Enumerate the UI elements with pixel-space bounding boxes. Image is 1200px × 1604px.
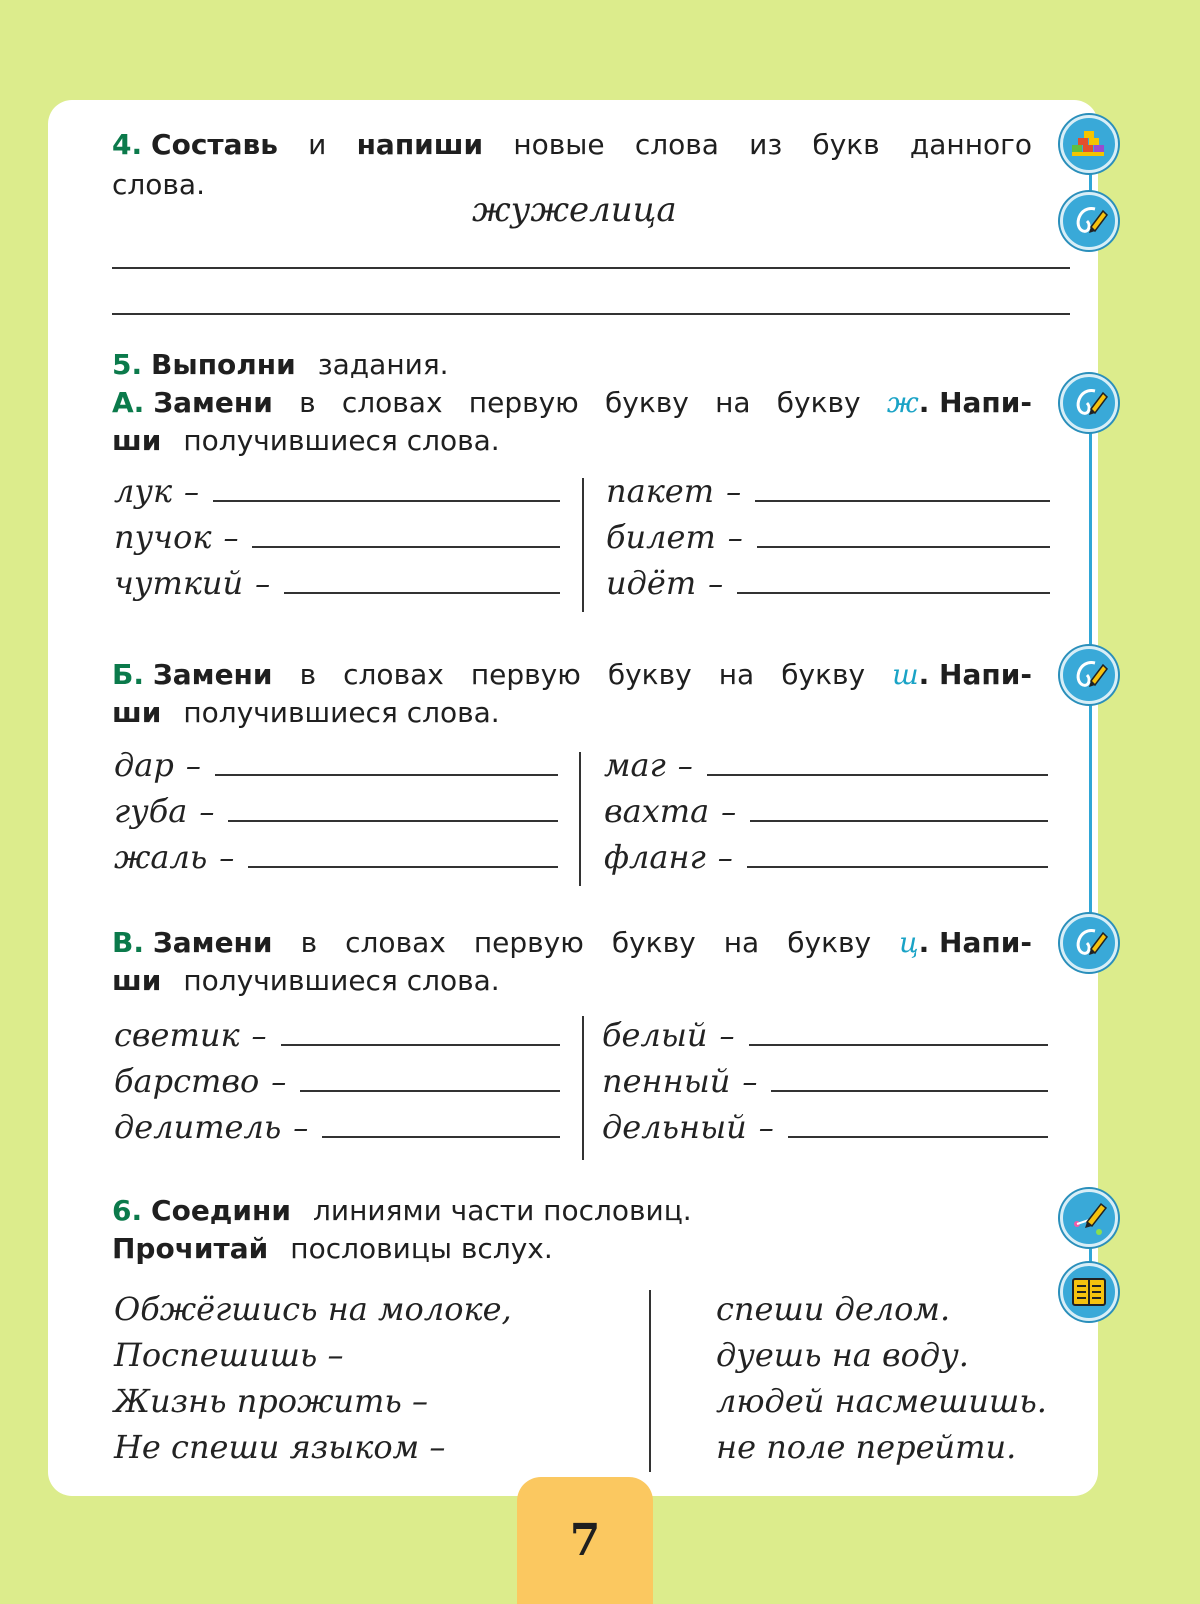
partV-word: в [300, 926, 318, 959]
dash: – [719, 1019, 735, 1054]
answer-blank[interactable] [750, 820, 1048, 822]
partB-word: словах [343, 658, 444, 691]
answer-blank[interactable] [213, 500, 560, 502]
exercise-row [604, 746, 1048, 784]
exercise-word: губа [114, 792, 188, 830]
task6-number: 6. [112, 1194, 143, 1227]
answer-blank[interactable] [707, 774, 1048, 776]
answer-blank[interactable] [788, 1136, 1048, 1138]
partB-write-verb-end: ши [112, 696, 162, 729]
dash: – [271, 1065, 287, 1100]
proverb-end[interactable]: людей насмешишь. [716, 1382, 1047, 1420]
exercise-word: чуткий [114, 564, 244, 602]
partV-target-letter: ц [899, 926, 919, 959]
proverb-end[interactable]: спеши делом. [716, 1290, 951, 1328]
exercise-word: билет [606, 518, 716, 556]
pencil-write-icon [1060, 914, 1118, 972]
task4-word: из [749, 128, 783, 161]
partV-word: букву [611, 926, 696, 959]
exercise-row [604, 792, 1048, 830]
pencil-write-icon [1060, 646, 1118, 704]
task4-word: слова. [112, 168, 205, 201]
dash: – [677, 749, 693, 784]
partB-word: букву [781, 658, 866, 691]
exercise-word: вахта [604, 792, 710, 830]
task4-answer-line[interactable] [112, 267, 1070, 269]
partV-write-verb-end: ши [112, 964, 162, 997]
dash: – [255, 567, 271, 602]
exercise-word: светик [114, 1016, 240, 1054]
dash: – [199, 795, 215, 830]
answer-blank[interactable] [248, 866, 558, 868]
exercise-row [602, 1062, 1048, 1100]
dash: – [717, 841, 733, 876]
task6-rest: линиями части пословиц. [313, 1194, 692, 1227]
proverb-start[interactable]: Не спеши языком – [114, 1428, 446, 1466]
exercise-word: маг [604, 746, 666, 784]
partV-instruction-line1 [112, 924, 1032, 962]
task4-given-word: жужелица [472, 190, 677, 230]
exercise-word: делитель [114, 1108, 282, 1146]
partB-instruction-line1 [112, 656, 1032, 694]
dash: – [721, 795, 737, 830]
partB-word: в [299, 658, 317, 691]
dash: – [708, 567, 724, 602]
partV-word: букву [787, 926, 872, 959]
exercise-row [114, 838, 558, 876]
partV-word: на [723, 926, 760, 959]
answer-blank[interactable] [755, 500, 1050, 502]
exercise-word: фланг [604, 838, 706, 876]
partA-rest: получившиеся слова. [183, 424, 500, 457]
exercise-word: пакет [606, 472, 715, 510]
exercise-word: дельный [602, 1108, 747, 1146]
partV-verb: Замени [152, 926, 273, 959]
answer-blank[interactable] [757, 546, 1050, 548]
partB-verb: Замени [152, 658, 273, 691]
exercise-row [114, 746, 558, 784]
task6-verb-read: Прочитай [112, 1232, 269, 1265]
task4-word: букв [812, 128, 880, 161]
exercise-row [114, 1108, 560, 1146]
partA-word: словах [341, 386, 443, 419]
answer-blank[interactable] [749, 1044, 1048, 1046]
partB-letter: Б. [112, 658, 144, 691]
dash: – [758, 1111, 774, 1146]
answer-blank[interactable] [737, 592, 1050, 594]
task6-verb-connect: Соедини [151, 1194, 292, 1227]
exercise-word: пенный [602, 1062, 731, 1100]
page-number: 7 [517, 1477, 653, 1604]
exercise-row [114, 792, 558, 830]
answer-blank[interactable] [747, 866, 1048, 868]
partV-rest: получившиеся слова. [183, 964, 500, 997]
partA-target-letter: ж [886, 386, 919, 419]
answer-blank[interactable] [322, 1136, 560, 1138]
book-read-icon [1060, 1263, 1118, 1321]
partA-word: в [299, 386, 316, 419]
dash: – [251, 1019, 267, 1054]
answer-blank[interactable] [228, 820, 558, 822]
task4-word: новые [513, 128, 605, 161]
exercise-word: белый [602, 1016, 708, 1054]
exercise-row [114, 564, 560, 602]
pencil-connect-icon [1060, 1189, 1118, 1247]
proverb-end[interactable]: дуешь на воду. [716, 1336, 969, 1374]
building-blocks-icon [1060, 115, 1118, 173]
answer-blank[interactable] [252, 546, 560, 548]
dash: – [726, 475, 742, 510]
task5-verb: Выполни [151, 348, 296, 381]
exercise-word: лук [114, 472, 173, 510]
task4-word: слова [634, 128, 719, 161]
task6-rest: пословицы вслух. [290, 1232, 553, 1265]
partB-target-letter: ш [892, 658, 919, 691]
exercise-row [114, 472, 560, 510]
answer-blank[interactable] [771, 1090, 1048, 1092]
task5-rest: задания. [317, 348, 449, 381]
task6-instruction-line2 [112, 1230, 1032, 1268]
task4-verb-compose: Составь [151, 128, 278, 161]
partB-instruction-line2 [112, 694, 1032, 732]
exercise-word: барство [114, 1062, 260, 1100]
exercise-word: идёт [606, 564, 697, 602]
column-divider [649, 1290, 651, 1472]
partA-word: на [715, 386, 751, 419]
partA-instruction-line2 [112, 422, 1032, 460]
partA-letter: А. [112, 386, 145, 419]
answer-blank[interactable] [300, 1090, 560, 1092]
exercise-word: дар [114, 746, 174, 784]
column-divider [582, 1016, 584, 1160]
column-divider [582, 478, 584, 612]
exercise-row [602, 1016, 1048, 1054]
task4-number: 4. [112, 128, 143, 161]
partA-word: первую [468, 386, 579, 419]
proverb-end[interactable]: не поле перейти. [716, 1428, 1017, 1466]
task4-instruction-line1 [112, 126, 1032, 164]
partV-word: первую [473, 926, 584, 959]
dash: – [293, 1111, 309, 1146]
exercise-word: пучок [114, 518, 212, 556]
answer-blank[interactable] [281, 1044, 560, 1046]
exercise-word: жаль [114, 838, 208, 876]
partV-letter: В. [112, 926, 144, 959]
partA-write-verb: . Напи- [918, 386, 1032, 419]
partB-rest: получившиеся слова. [183, 696, 500, 729]
column-divider [579, 752, 581, 886]
exercise-row [602, 1108, 1048, 1146]
proverb-start[interactable]: Жизнь прожить – [114, 1382, 428, 1420]
dash: – [223, 521, 239, 556]
partV-write-verb: . Напи- [918, 926, 1032, 959]
exercise-row [606, 472, 1050, 510]
answer-blank[interactable] [284, 592, 560, 594]
partV-instruction-line2 [112, 962, 1032, 1000]
task5-heading [112, 346, 1032, 384]
partA-word: букву [604, 386, 689, 419]
exercise-row [606, 518, 1050, 556]
pencil-write-icon [1060, 374, 1118, 432]
partV-word: словах [345, 926, 446, 959]
partA-word: букву [776, 386, 861, 419]
dash: – [727, 521, 743, 556]
partA-write-verb-end: ши [112, 424, 162, 457]
exercise-row [114, 1016, 560, 1054]
proverb-start[interactable]: Поспешишь – [114, 1336, 344, 1374]
exercise-row [606, 564, 1050, 602]
dash: – [219, 841, 235, 876]
answer-blank[interactable] [215, 774, 558, 776]
partB-word: первую [470, 658, 581, 691]
exercise-row [114, 1062, 560, 1100]
task4-word: и [308, 128, 327, 161]
exercise-row [114, 518, 560, 556]
task4-word: данного [909, 128, 1032, 161]
pencil-write-icon [1060, 192, 1118, 250]
task6-instruction-line1 [112, 1192, 1032, 1230]
exercise-row [604, 838, 1048, 876]
partA-verb: Замени [153, 386, 273, 419]
task4-verb-write: напиши [356, 128, 484, 161]
proverb-start[interactable]: Обжёгшись на молоке, [114, 1290, 512, 1328]
dash: – [742, 1065, 758, 1100]
partB-word: букву [607, 658, 692, 691]
dash: – [185, 749, 201, 784]
partB-word: на [718, 658, 755, 691]
task4-answer-line[interactable] [112, 313, 1070, 315]
task5-number: 5. [112, 348, 143, 381]
partA-instruction-line1 [112, 384, 1032, 422]
dash: – [184, 475, 200, 510]
partB-write-verb: . Напи- [918, 658, 1032, 691]
